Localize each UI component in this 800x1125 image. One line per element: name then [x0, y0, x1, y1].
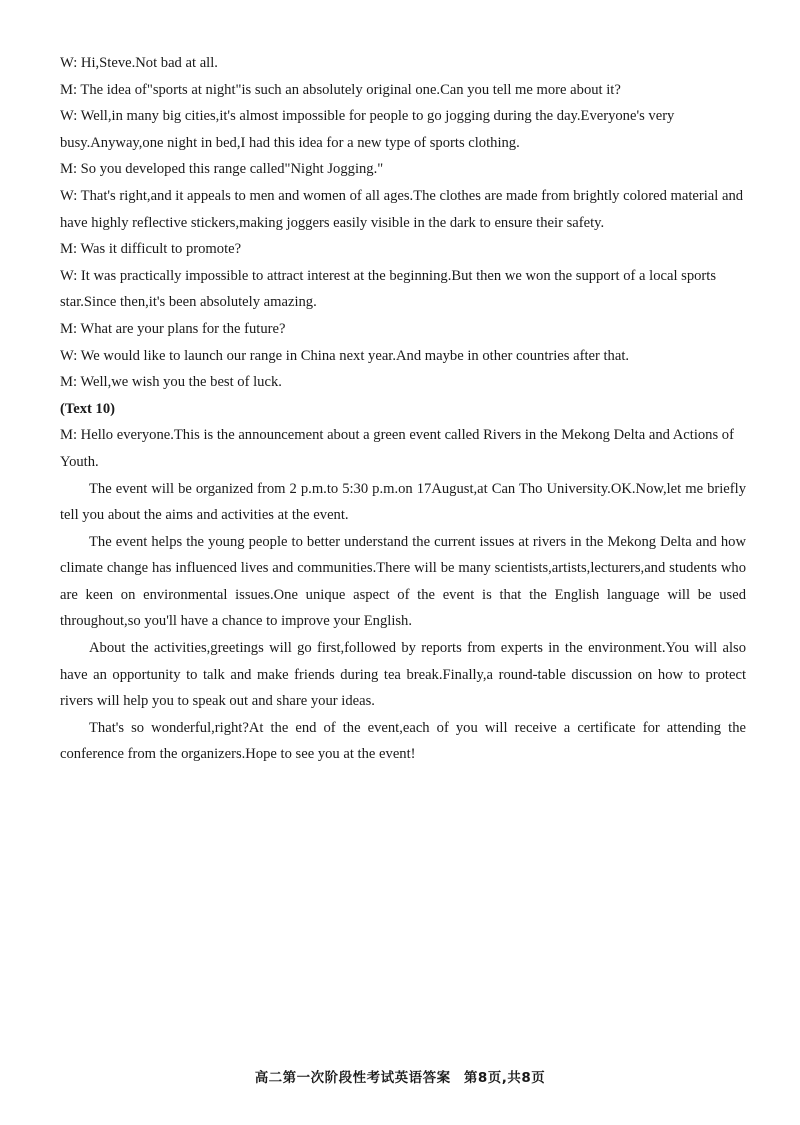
dialogue-line: M: Was it difficult to promote? — [60, 241, 242, 258]
footer-title: 高二第一次阶段性考试英语答案 — [254, 1070, 451, 1086]
announcement-paragraph: The event will be organized from 2 p.m.to 5:30 p.m.on 17August,at Can Tho University.OK.Now,let me briefly tell you about the aims and activities at the event. — [60, 480, 746, 524]
footer-page-number: 第8页,共8页 — [463, 1070, 546, 1086]
dialogue-line: W: That's right,and it appeals to men and women of all ages.The clothes are made from brightly colored material and have highly reflective stickers,making joggers easily visible in the dark to ensure their safety. — [60, 187, 744, 231]
dialogue-line: M: So you developed this range called"Night Jogging." — [60, 161, 384, 178]
page-footer — [0, 1066, 800, 1086]
dialogue-line: M: What are your plans for the future? — [60, 320, 286, 337]
dialogue-line: M: The idea of"sports at night"is such an absolutely original one.Can you tell me more about it? — [60, 81, 621, 98]
announcement-paragraph: That's so wonderful,right?At the end of the event,each of you will receive a certificate for attending the conference from the organizers.Hope to see you at the event! — [60, 719, 746, 763]
dialogue-line: W: It was practically impossible to attract interest at the beginning.But then we won the support of a local sports star.Since then,it's been absolutely amazing. — [60, 267, 717, 311]
section-heading: (Text 10) — [60, 400, 115, 417]
document-body — [60, 50, 746, 768]
dialogue-line: W: Well,in many big cities,it's almost impossible for people to go jogging during the day.Everyone's very busy.Anyway,one night in bed,I had this idea for a new type of sports clothing. — [60, 108, 675, 151]
dialogue-line: M: Well,we wish you the best of luck. — [60, 374, 282, 391]
dialogue-line: W: We would like to launch our range in China next year.And maybe in other countries after that. — [60, 347, 630, 364]
dialogue-line: W: Hi,Steve.Not bad at all. — [60, 55, 218, 71]
announcement-intro: M: Hello everyone.This is the announcement about a green event called Rivers in the Mekong Delta and Actions of Youth. — [60, 427, 734, 470]
announcement-paragraph: About the activities,greetings will go first,followed by reports from experts in the environment.You will also have an opportunity to talk and make friends during tea break.Finally,a round-table discussion on how to protect rivers will help you to speak out and share your ideas. — [60, 640, 746, 710]
announcement-paragraph: The event helps the young people to better understand the current issues at rivers in the Mekong Delta and how climate change has influenced lives and communities.There will be many scientists,artists,lecturers,and students who are keen on environmental issues.One unique aspect of the event is that the English language will be used throughout,so you'll have a chance to improve your English. — [60, 533, 746, 630]
